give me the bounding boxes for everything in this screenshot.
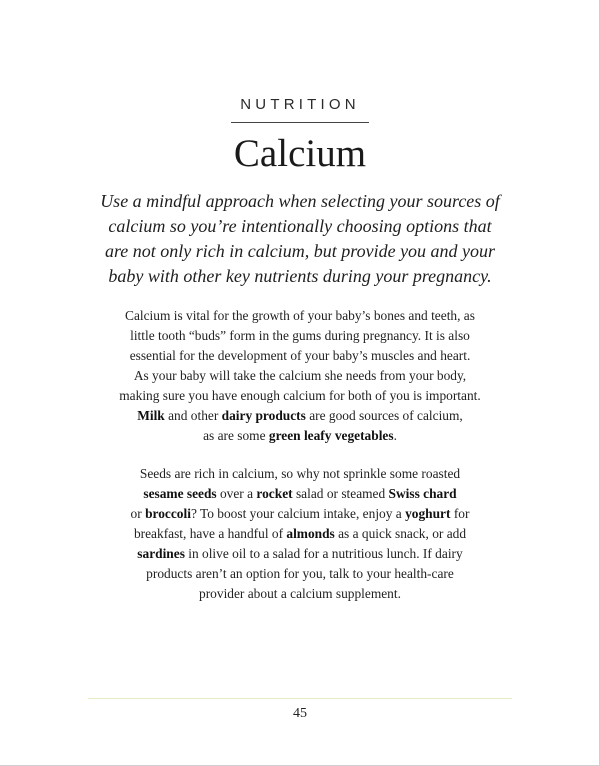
highlight-sardines: sardines: [137, 546, 185, 561]
highlight-broccoli: broccoli: [145, 506, 191, 521]
body-text-run: breakfast, have a handful of: [133, 526, 287, 541]
highlight-milk: Milk: [137, 408, 165, 423]
body-line: making sure you have enough calcium for both of you is important.: [119, 388, 481, 403]
body-paragraph-1: [100, 306, 500, 446]
intro-line: are not only rich in calcium, but provide you and your: [104, 241, 496, 261]
highlight-rocket: rocket: [256, 486, 293, 501]
highlight-green-leafy-vegetables: green leafy vegetables: [268, 428, 394, 443]
page-title: Calcium: [233, 132, 367, 175]
body-line: little tooth “buds” form in the gums during pregnancy. It is also: [130, 328, 470, 343]
body-line: provider about a calcium supplement.: [199, 586, 401, 601]
body-text-run: or: [130, 506, 146, 521]
body-line: As your baby will take the calcium she needs from your body,: [133, 368, 467, 383]
body-line: Calcium is vital for the growth of your baby’s bones and teeth, as: [125, 308, 475, 323]
highlight-dairy-products: dairy products: [221, 408, 306, 423]
body-text-run: in olive oil to a salad for a nutritious lunch. If dairy: [184, 546, 463, 561]
body-text-run: as are some: [203, 428, 269, 443]
highlight-almonds: almonds: [286, 526, 335, 541]
body-paragraph-2: [100, 464, 500, 604]
intro-paragraph: [80, 189, 520, 289]
section-label: NUTRITION: [240, 96, 360, 113]
body-text-run: over a: [216, 486, 257, 501]
body-line: products aren’t an option for you, talk to your health-care: [146, 566, 454, 581]
intro-line: baby with other key nutrients during your pregnancy.: [108, 266, 492, 286]
highlight-sesame-seeds: sesame seeds: [143, 486, 217, 501]
section-label-rule: [231, 122, 369, 123]
page-number: 45: [293, 706, 307, 721]
highlight-swiss-chard: Swiss chard: [388, 486, 457, 501]
body-text-run: salad or steamed: [292, 486, 389, 501]
body-text-run: as a quick snack, or add: [334, 526, 467, 541]
highlight-yoghurt: yoghurt: [405, 506, 451, 521]
body-line: essential for the development of your baby’s muscles and heart.: [129, 348, 471, 363]
body-text-run: are good sources of calcium,: [305, 408, 463, 423]
body-text-run: and other: [164, 408, 222, 423]
body-line: Seeds are rich in calcium, so why not sprinkle some roasted: [139, 466, 461, 481]
body-text-run: ? To boost your calcium intake, enjoy a: [190, 506, 406, 521]
body-text-run: .: [393, 428, 397, 443]
intro-line: Use a mindful approach when selecting your sources of: [100, 191, 500, 211]
footer-rule: [88, 698, 512, 699]
intro-line: calcium so you’re intentionally choosing options that: [108, 216, 492, 236]
body-text-run: for: [450, 506, 470, 521]
